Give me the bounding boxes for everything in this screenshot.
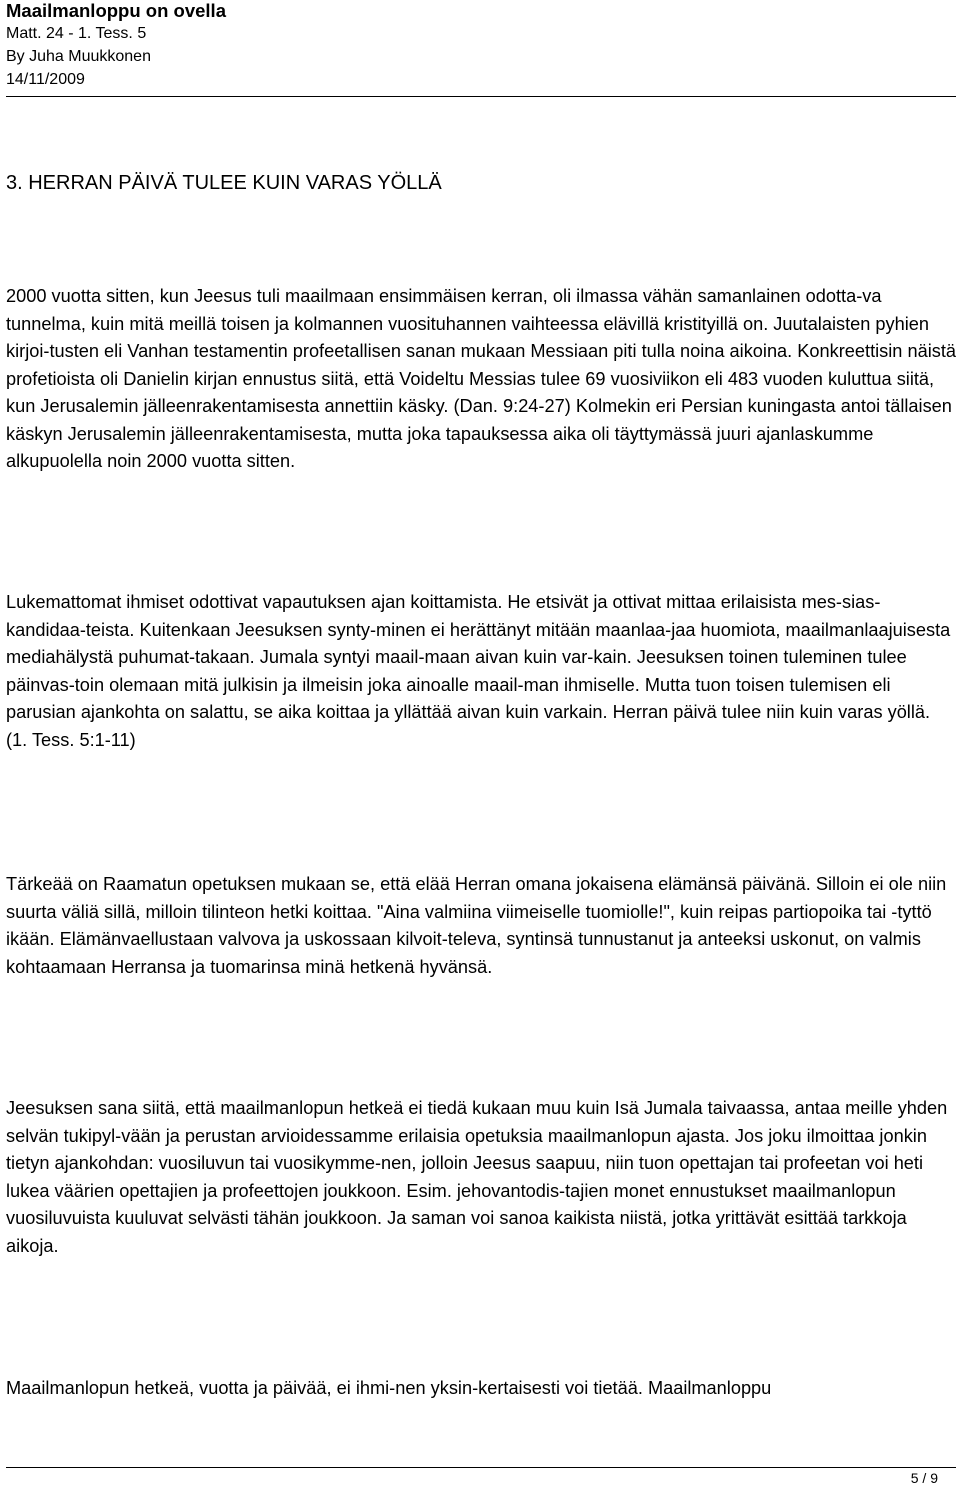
paragraph-4: Jeesuksen sana siitä, että maailmanlopun hetkeä ei tiedä kukaan muu kuin Isä Jumala taivaassa, antaa meille yhden selvän tukipyl-vään ja perustan arvioidessamme erilaisia opetuksia maailmanlopun ajasta. Jos joku ilmoittaa jonkin tietyn ajankohdan: vuosiluvun tai vuosikymme-nen, jolloin Jeesus saapuu, niin tuon opettajan tai profeetan voi heti lukea väärien opettajien ja profeettojen joukkoon. Esim. jehovantodis-tajien monet ennustukset maailmanlopun vuosiluvuista kuuluvat selvästi tähän joukkoon. Ja saman voi sanoa kaikista niistä, jotka yrittävät esittää tarkkoja aikoja.	[6, 1098, 948, 1256]
paragraph-2: Lukemattomat ihmiset odottivat vapautuksen ajan koittamista. He etsivät ja ottivat mittaa erilaisista mes-sias-kandidaa-teista. Kuitenkaan Jeesuksen synty-minen ei herättänyt mitään maanlaa-jaa huomiota, maailmanlaajuisesta mediahälystä puhumat-takaan. Jumala syntyi maail-maan aivan kuin var-kain. Jeesuksen toinen tuleminen tulee päinvas-toin olemaan mitä julkisin ja ilmeisin joka ainoalle maail-man ihmiselle. Mutta tuon toisen tulemisen eli parusian ajankohta on salattu, se aika koittaa ja yllättää aivan kuin varkain. Herran päivä tulee niin kuin varas yöllä. (1. Tess. 5:1-11)	[6, 592, 951, 750]
scripture-reference: Matt. 24 - 1. Tess. 5	[6, 25, 147, 42]
author-line: By Juha Muukkonen	[6, 48, 151, 65]
footer-divider	[6, 1467, 956, 1468]
paragraph-1: 2000 vuotta sitten, kun Jeesus tuli maailmaan ensimmäisen kerran, oli ilmassa vähän samanlainen odotta-va tunnelma, kuin mitä meillä toisen ja kolmannen vuosituhannen vaihteessa elävillä kristityillä on. Juutalaisten pyhien kirjoi-tusten eli Vanhan testamentin profeetallisen sanan mukaan Messiaan piti tulla noina aikoina. Konkreettisin näistä profetioista oli Danielin kirjan ennustus siitä, että Voideltu Messias tulee 69 vuosiviikon eli 483 vuoden kuluttua siitä, kun Jerusalemin jälleenrakentamisesta annettiin käsky. (Dan. 9:24-27) Kolmekin eri Persian kuningasta antoi tällaisen käskyn Jerusalemin jälleenrakentamisesta, mutta joka tapauksessa aika oli täyttymässä juuri ajanlaskumme alkupuolella noin 2000 vuotta sitten.	[6, 286, 957, 471]
document-date: 14/11/2009	[6, 71, 85, 88]
section-heading: 3. HERRAN PÄIVÄ TULEE KUIN VARAS YÖLLÄ	[6, 172, 442, 194]
document-header	[6, 0, 956, 97]
paragraph-3: Tärkeää on Raamatun opetuksen mukaan se, että elää Herran omana jokaisena elämänsä päivänä. Silloin ei ole niin suurta väliä sillä, milloin tilinteon hetki koittaa. "Aina valmiina viimeiselle tuomiolle!", kuin reipas partiopoika tai -tyttö ikään. Elämänvaellustaan valvova ja uskossaan kilvoit-televa, syntinsä tunnustanut ja anteeksi uskonut, on valmis kohtaamaan Herransa ja tuomarinsa minä hetkenä hyvänsä.	[6, 874, 947, 977]
page-number: 5 / 9	[910, 1470, 938, 1486]
document-title: Maailmanloppu on ovella	[6, 0, 226, 21]
paragraph-5: Maailmanlopun hetkeä, vuotta ja päivää, ei ihmi-nen yksin-kertaisesti voi tietää. Maailmanloppu	[6, 1378, 772, 1398]
